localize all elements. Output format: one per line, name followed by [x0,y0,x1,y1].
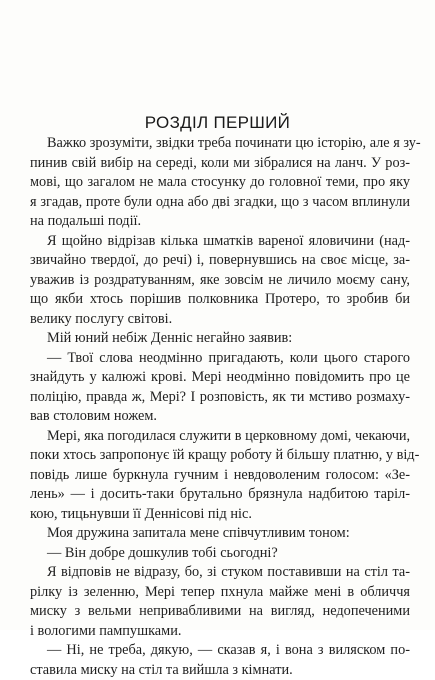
text-line: на подальші події. [30,212,410,232]
text-line: миску з вельми непривабливими на вигляд, недопеченими [30,602,410,622]
chapter-title: РОЗДІЛ ПЕРШИЙ [0,113,435,133]
paragraph-3 [30,329,410,349]
text-line: лень» — і досить-таки брутально брязнула надбитою таріл- [30,485,410,505]
text-line: Я щойно відрізав кілька шматків вареної яловичини (над- [30,232,410,252]
text-line: я згадав, проте були одна або дві згадки, що з часом вплинули [30,193,410,213]
body-text [30,134,410,680]
paragraph-1 [30,134,410,232]
text-line: знайдуть у калюжі крові. Мері неодмінно повідомить про це [30,368,410,388]
paragraph-4 [30,349,410,427]
text-line: вав столовим ножем. [30,407,410,427]
text-line: велику послугу світові. [30,310,410,330]
text-line: — Він добре дошкулив тобі сьогодні? [30,544,410,564]
text-line: Важко зрозуміти, звідки треба починати цю історію, але я зу- [30,134,410,154]
text-line: звичайно твердої, до речі) і, повернувшись на своє місце, за- [30,251,410,271]
text-line: — Ні, не треба, дякую, — сказав я, і вона з виляском по- [30,641,410,661]
text-line: кою, тицьнувши її Деннісові під ніс. [30,505,410,525]
text-line: рілку із зеленню, Мері тепер пхнула майже мені в обличчя [30,583,410,603]
paragraph-7 [30,544,410,564]
paragraph-8 [30,563,410,641]
paragraph-9 [30,641,410,680]
text-line: пинив свій вибір на середі, коли ми зібралися на ланч. У роз- [30,154,410,174]
text-line: Моя дружина запитала мене співчутливим тоном: [30,524,410,544]
paragraph-5 [30,427,410,525]
text-line: Мері, яка погодилася служити в церковному домі, чекаючи, [30,427,410,447]
paragraph-2 [30,232,410,330]
text-line: Я відповів не відразу, бо, зі стуком поставивши на стіл та- [30,563,410,583]
text-line: мові, що загалом не мала стосунку до головної теми, про яку [30,173,410,193]
text-line: ставила миску на стіл та вийшла з кімнати. [30,661,410,680]
text-line: поки хтось запропонує їй кращу роботу й більшу платню, у від- [30,446,410,466]
text-line: Мій юний небіж Денніс негайно заявив: [30,329,410,349]
text-line: повідь лише буркнула гучним і невдоволеним голосом: «Зе- [30,466,410,486]
paragraph-6 [30,524,410,544]
text-line: — Твої слова неодмінно пригадають, коли цього старого [30,349,410,369]
text-line: що якби хтось порішив полковника Протеро, то зробив би [30,290,410,310]
text-line: і вологими пампушками. [30,622,410,642]
text-line: поліцію, правда ж, Мері? І розповість, як ти мстиво розмаху- [30,388,410,408]
text-line: уважив із роздратуванням, яке зовсім не личило моєму сану, [30,271,410,291]
